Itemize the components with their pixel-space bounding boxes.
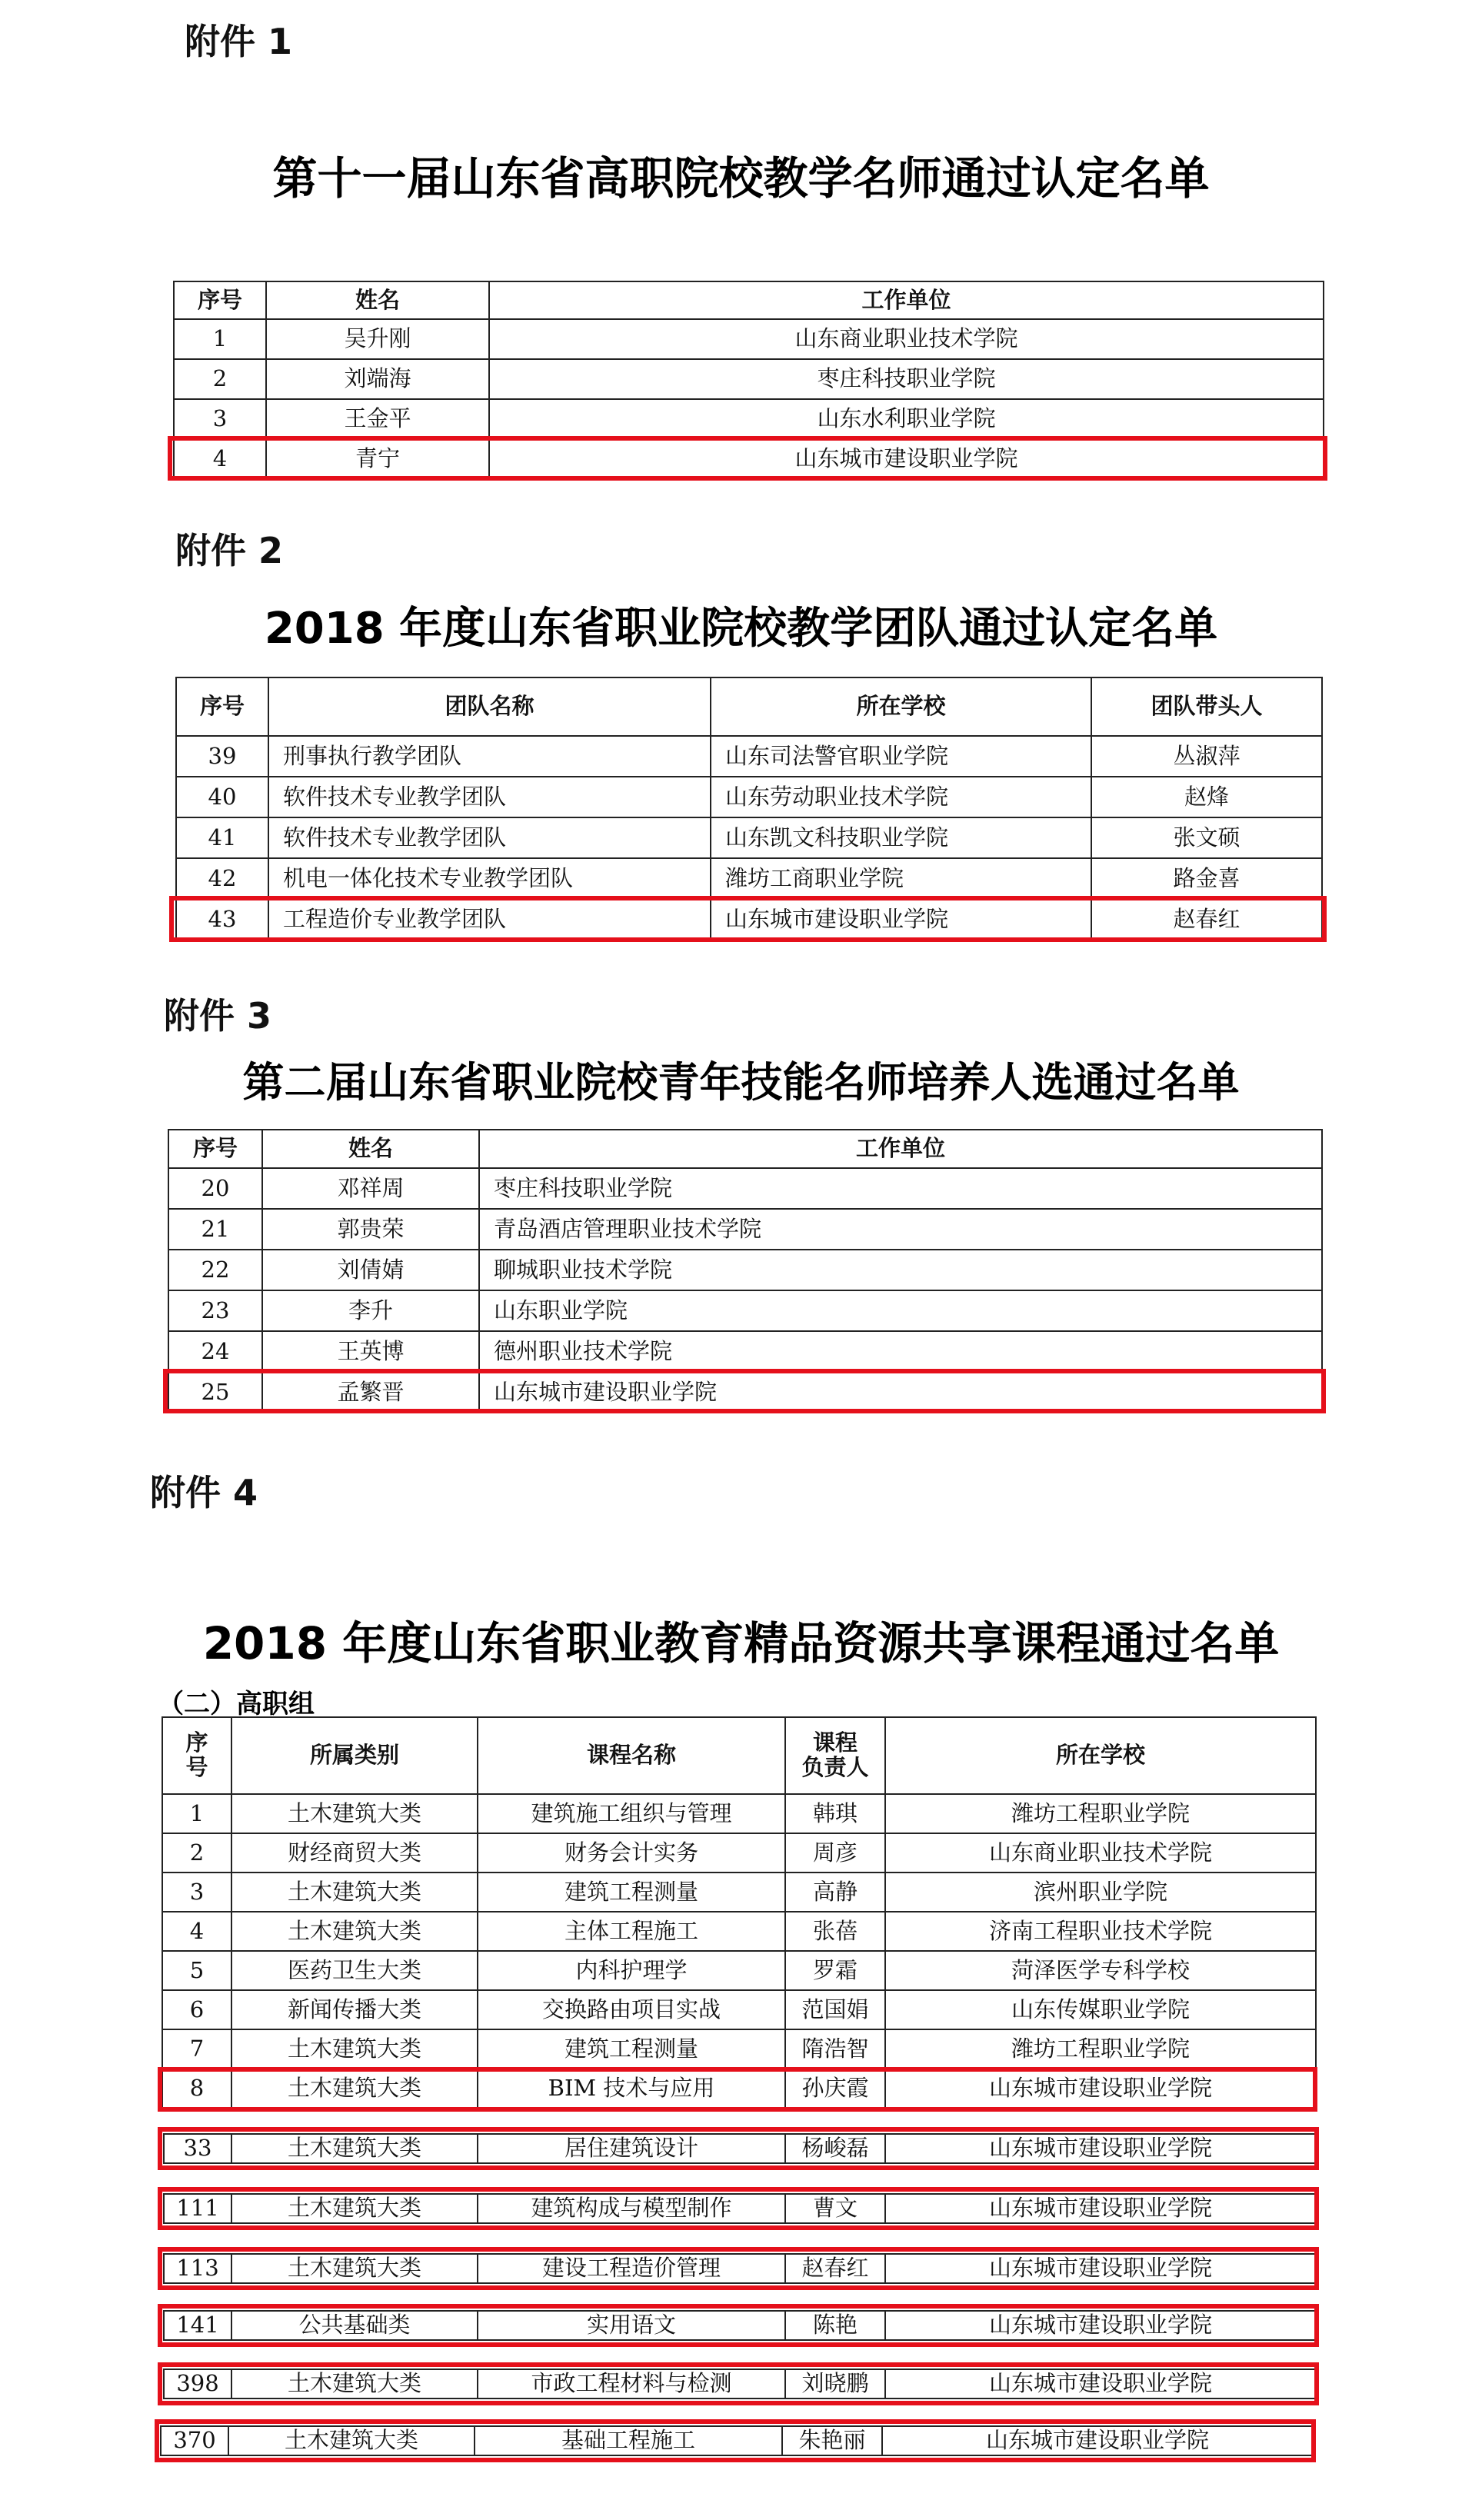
cell-seq: 21 xyxy=(168,1209,262,1250)
table-row xyxy=(176,777,1322,817)
table-row xyxy=(176,817,1322,858)
table-row xyxy=(174,319,1324,359)
highlight-box xyxy=(158,2187,1319,2230)
cell-seq: 2 xyxy=(162,1833,231,1873)
cell-course: 市政工程材料与检测 xyxy=(478,2369,785,2398)
cell-seq: 398 xyxy=(164,2369,231,2398)
cell-school: 山东城市建设职业学院 xyxy=(885,2369,1316,2398)
table-row xyxy=(174,359,1324,399)
cell-lead: 罗霜 xyxy=(785,1951,885,1990)
cell-name: 邓祥周 xyxy=(262,1168,479,1209)
cell-school: 山东城市建设职业学院 xyxy=(885,2311,1316,2340)
table-row xyxy=(162,1873,1316,1912)
cell-seq: 5 xyxy=(162,1951,231,1990)
cell-team: 刑事执行教学团队 xyxy=(268,736,711,777)
cell-unit: 山东城市建设职业学院 xyxy=(489,439,1324,479)
highlight-box xyxy=(158,2362,1319,2405)
cell-category: 土木建筑大类 xyxy=(231,2254,478,2283)
table-row xyxy=(176,736,1322,777)
table-row xyxy=(176,858,1322,899)
cell-name: 青宁 xyxy=(266,439,489,479)
cell-school: 山东商业职业技术学院 xyxy=(885,1833,1316,1873)
table-row xyxy=(162,1990,1316,2029)
header-seq-line: 号 xyxy=(185,1754,208,1780)
cell-seq: 41 xyxy=(176,817,268,858)
cell-lead: 张蓓 xyxy=(785,1912,885,1951)
header-leader: 团队带头人 xyxy=(1091,677,1322,736)
attachment-4-label: 附件 4 xyxy=(150,1472,258,1513)
cell-course: 实用语文 xyxy=(478,2311,785,2340)
header-school: 所在学校 xyxy=(711,677,1091,736)
cell-seq: 39 xyxy=(176,736,268,777)
cell-school: 山东城市建设职业学院 xyxy=(885,2069,1316,2108)
cell-seq: 141 xyxy=(164,2311,231,2340)
cell-school: 潍坊工商职业学院 xyxy=(711,858,1091,899)
attachment-1-title: 第十一届山东省高职院校教学名师通过认定名单 xyxy=(272,152,1210,205)
table-row xyxy=(162,2029,1316,2069)
cell-name: 吴升刚 xyxy=(266,319,489,359)
cell-category: 土木建筑大类 xyxy=(231,2369,478,2398)
cell-seq: 370 xyxy=(161,2426,228,2455)
cell-school: 山东司法警官职业学院 xyxy=(711,736,1091,777)
cell-category: 土木建筑大类 xyxy=(228,2426,475,2455)
cell-category: 土木建筑大类 xyxy=(231,1873,478,1912)
cell-seq: 4 xyxy=(162,1912,231,1951)
table-row xyxy=(162,1912,1316,1951)
section-subtitle: （二）高职组 xyxy=(158,1689,315,1719)
table-row xyxy=(174,399,1324,439)
header-unit: 工作单位 xyxy=(489,281,1324,319)
cell-leader: 赵春红 xyxy=(1091,899,1322,940)
cell-course: 主体工程施工 xyxy=(478,1912,785,1951)
highlight-box xyxy=(158,2304,1319,2347)
table-header-row xyxy=(168,1130,1322,1168)
cell-lead: 杨峻磊 xyxy=(785,2134,885,2163)
highlight-box xyxy=(158,2247,1319,2290)
header-seq: 序号 xyxy=(168,1130,262,1168)
cell-course: 内科护理学 xyxy=(478,1951,785,1990)
highlight-box xyxy=(158,2127,1319,2170)
header-course: 课程名称 xyxy=(478,1717,785,1794)
cell-unit: 青岛酒店管理职业技术学院 xyxy=(479,1209,1322,1250)
cell-lead: 刘晓鹏 xyxy=(785,2369,885,2398)
header-unit: 工作单位 xyxy=(479,1130,1322,1168)
cell-course: 基础工程施工 xyxy=(475,2426,782,2455)
cell-seq: 33 xyxy=(164,2134,231,2163)
cell-category: 医药卫生大类 xyxy=(231,1951,478,1990)
cell-seq: 20 xyxy=(168,1168,262,1209)
cell-school: 山东劳动职业技术学院 xyxy=(711,777,1091,817)
cell-team: 软件技术专业教学团队 xyxy=(268,777,711,817)
cell-name: 刘倩婧 xyxy=(262,1250,479,1290)
header-lead xyxy=(785,1717,885,1794)
header-name: 姓名 xyxy=(266,281,489,319)
cell-lead: 曹文 xyxy=(785,2194,885,2223)
table-row xyxy=(162,1833,1316,1873)
cell-category: 土木建筑大类 xyxy=(231,2029,478,2069)
cell-school: 潍坊工程职业学院 xyxy=(885,1794,1316,1833)
cell-leader: 路金喜 xyxy=(1091,858,1322,899)
cell-name: 郭贵荣 xyxy=(262,1209,479,1250)
cell-course: 建筑工程测量 xyxy=(478,1873,785,1912)
cell-team: 机电一体化技术专业教学团队 xyxy=(268,858,711,899)
header-school: 所在学校 xyxy=(885,1717,1316,1794)
cell-seq: 6 xyxy=(162,1990,231,2029)
cell-unit: 山东水利职业学院 xyxy=(489,399,1324,439)
cell-school: 滨州职业学院 xyxy=(885,1873,1316,1912)
cell-lead: 周彦 xyxy=(785,1833,885,1873)
cell-unit: 山东城市建设职业学院 xyxy=(479,1372,1322,1413)
attachment-2-title: 2018 年度山东省职业院校教学团队通过认定名单 xyxy=(264,604,1218,654)
cell-name: 刘端海 xyxy=(266,359,489,399)
cell-lead: 赵春红 xyxy=(785,2254,885,2283)
cell-lead: 孙庆霞 xyxy=(785,2069,885,2108)
attachment-3-title: 第二届山东省职业院校青年技能名师培养人选通过名单 xyxy=(242,1058,1240,1107)
attachment-2-label: 附件 2 xyxy=(175,530,284,571)
cell-seq: 113 xyxy=(164,2254,231,2283)
cell-seq: 3 xyxy=(174,399,266,439)
cell-seq: 40 xyxy=(176,777,268,817)
cell-category: 新闻传播大类 xyxy=(231,1990,478,2029)
cell-category: 财经商贸大类 xyxy=(231,1833,478,1873)
cell-team: 工程造价专业教学团队 xyxy=(268,899,711,940)
cell-lead: 隋浩智 xyxy=(785,2029,885,2069)
attachment-1-label: 附件 1 xyxy=(185,21,293,62)
cell-seq: 22 xyxy=(168,1250,262,1290)
cell-lead: 高静 xyxy=(785,1873,885,1912)
highlight-box xyxy=(163,1369,1326,1413)
cell-seq: 3 xyxy=(162,1873,231,1912)
cell-lead: 陈艳 xyxy=(785,2311,885,2340)
table-row xyxy=(168,1209,1322,1250)
cell-course: 建筑工程测量 xyxy=(478,2029,785,2069)
cell-school: 山东城市建设职业学院 xyxy=(885,2254,1316,2283)
highlight-box xyxy=(168,436,1327,481)
cell-course: BIM 技术与应用 xyxy=(478,2069,785,2108)
cell-name: 王金平 xyxy=(266,399,489,439)
cell-seq: 7 xyxy=(162,2029,231,2069)
header-seq: 序号 xyxy=(174,281,266,319)
cell-course: 建设工程造价管理 xyxy=(478,2254,785,2283)
highlight-box xyxy=(155,2419,1316,2462)
table-row xyxy=(168,1290,1322,1331)
cell-name: 李升 xyxy=(262,1290,479,1331)
cell-lead: 韩琪 xyxy=(785,1794,885,1833)
cell-seq: 25 xyxy=(168,1372,262,1413)
header-team: 团队名称 xyxy=(268,677,711,736)
cell-category: 土木建筑大类 xyxy=(231,2194,478,2223)
header-name: 姓名 xyxy=(262,1130,479,1168)
cell-school: 菏泽医学专科学校 xyxy=(885,1951,1316,1990)
cell-unit: 枣庄科技职业学院 xyxy=(489,359,1324,399)
table-courses xyxy=(162,1716,1317,2109)
cell-seq: 2 xyxy=(174,359,266,399)
cell-seq: 42 xyxy=(176,858,268,899)
table-row xyxy=(162,1951,1316,1990)
cell-school: 山东凯文科技职业学院 xyxy=(711,817,1091,858)
cell-seq: 1 xyxy=(162,1794,231,1833)
table-header-row xyxy=(162,1717,1316,1794)
cell-name: 王英博 xyxy=(262,1331,479,1372)
attachment-3-label: 附件 3 xyxy=(164,995,272,1037)
cell-school: 山东城市建设职业学院 xyxy=(885,2134,1316,2163)
table-row xyxy=(168,1331,1322,1372)
cell-school: 山东城市建设职业学院 xyxy=(711,899,1091,940)
cell-leader: 张文硕 xyxy=(1091,817,1322,858)
cell-course: 交换路由项目实战 xyxy=(478,1990,785,2029)
highlight-box xyxy=(169,896,1327,942)
cell-category: 土木建筑大类 xyxy=(231,2069,478,2108)
header-seq-line: 序 xyxy=(185,1729,208,1756)
attachment-4-title: 2018 年度山东省职业教育精品资源共享课程通过名单 xyxy=(202,1617,1280,1669)
cell-seq: 23 xyxy=(168,1290,262,1331)
table-row xyxy=(162,1794,1316,1833)
cell-unit: 枣庄科技职业学院 xyxy=(479,1168,1322,1209)
cell-seq: 1 xyxy=(174,319,266,359)
cell-unit: 聊城职业技术学院 xyxy=(479,1250,1322,1290)
cell-unit: 德州职业技术学院 xyxy=(479,1331,1322,1372)
cell-seq: 43 xyxy=(176,899,268,940)
cell-lead: 范国娟 xyxy=(785,1990,885,2029)
cell-name: 孟繁晋 xyxy=(262,1372,479,1413)
header-lead-line: 课程 xyxy=(812,1729,858,1756)
cell-leader: 赵烽 xyxy=(1091,777,1322,817)
cell-unit: 山东职业学院 xyxy=(479,1290,1322,1331)
highlight-box xyxy=(158,2067,1317,2112)
cell-lead: 朱艳丽 xyxy=(782,2426,882,2455)
cell-course: 建筑构成与模型制作 xyxy=(478,2194,785,2223)
cell-school: 山东传媒职业学院 xyxy=(885,1990,1316,2029)
cell-seq: 24 xyxy=(168,1331,262,1372)
cell-school: 潍坊工程职业学院 xyxy=(885,2029,1316,2069)
header-seq: 序号 xyxy=(176,677,268,736)
cell-category: 公共基础类 xyxy=(231,2311,478,2340)
table-row xyxy=(168,1250,1322,1290)
table-header-row xyxy=(174,281,1324,319)
header-seq xyxy=(162,1717,231,1794)
cell-category: 土木建筑大类 xyxy=(231,1794,478,1833)
cell-course: 建筑施工组织与管理 xyxy=(478,1794,785,1833)
table-row xyxy=(168,1168,1322,1209)
cell-leader: 丛淑萍 xyxy=(1091,736,1322,777)
cell-course: 财务会计实务 xyxy=(478,1833,785,1873)
cell-team: 软件技术专业教学团队 xyxy=(268,817,711,858)
cell-category: 土木建筑大类 xyxy=(231,1912,478,1951)
cell-unit: 山东商业职业技术学院 xyxy=(489,319,1324,359)
cell-course: 居住建筑设计 xyxy=(478,2134,785,2163)
header-lead-line: 负责人 xyxy=(801,1754,869,1780)
cell-school: 山东城市建设职业学院 xyxy=(882,2426,1313,2455)
table-header-row xyxy=(176,677,1322,736)
cell-seq: 4 xyxy=(174,439,266,479)
cell-school: 山东城市建设职业学院 xyxy=(885,2194,1316,2223)
cell-seq: 111 xyxy=(164,2194,231,2223)
cell-seq: 8 xyxy=(162,2069,231,2108)
cell-category: 土木建筑大类 xyxy=(231,2134,478,2163)
header-category: 所属类别 xyxy=(231,1717,478,1794)
cell-school: 济南工程职业技术学院 xyxy=(885,1912,1316,1951)
